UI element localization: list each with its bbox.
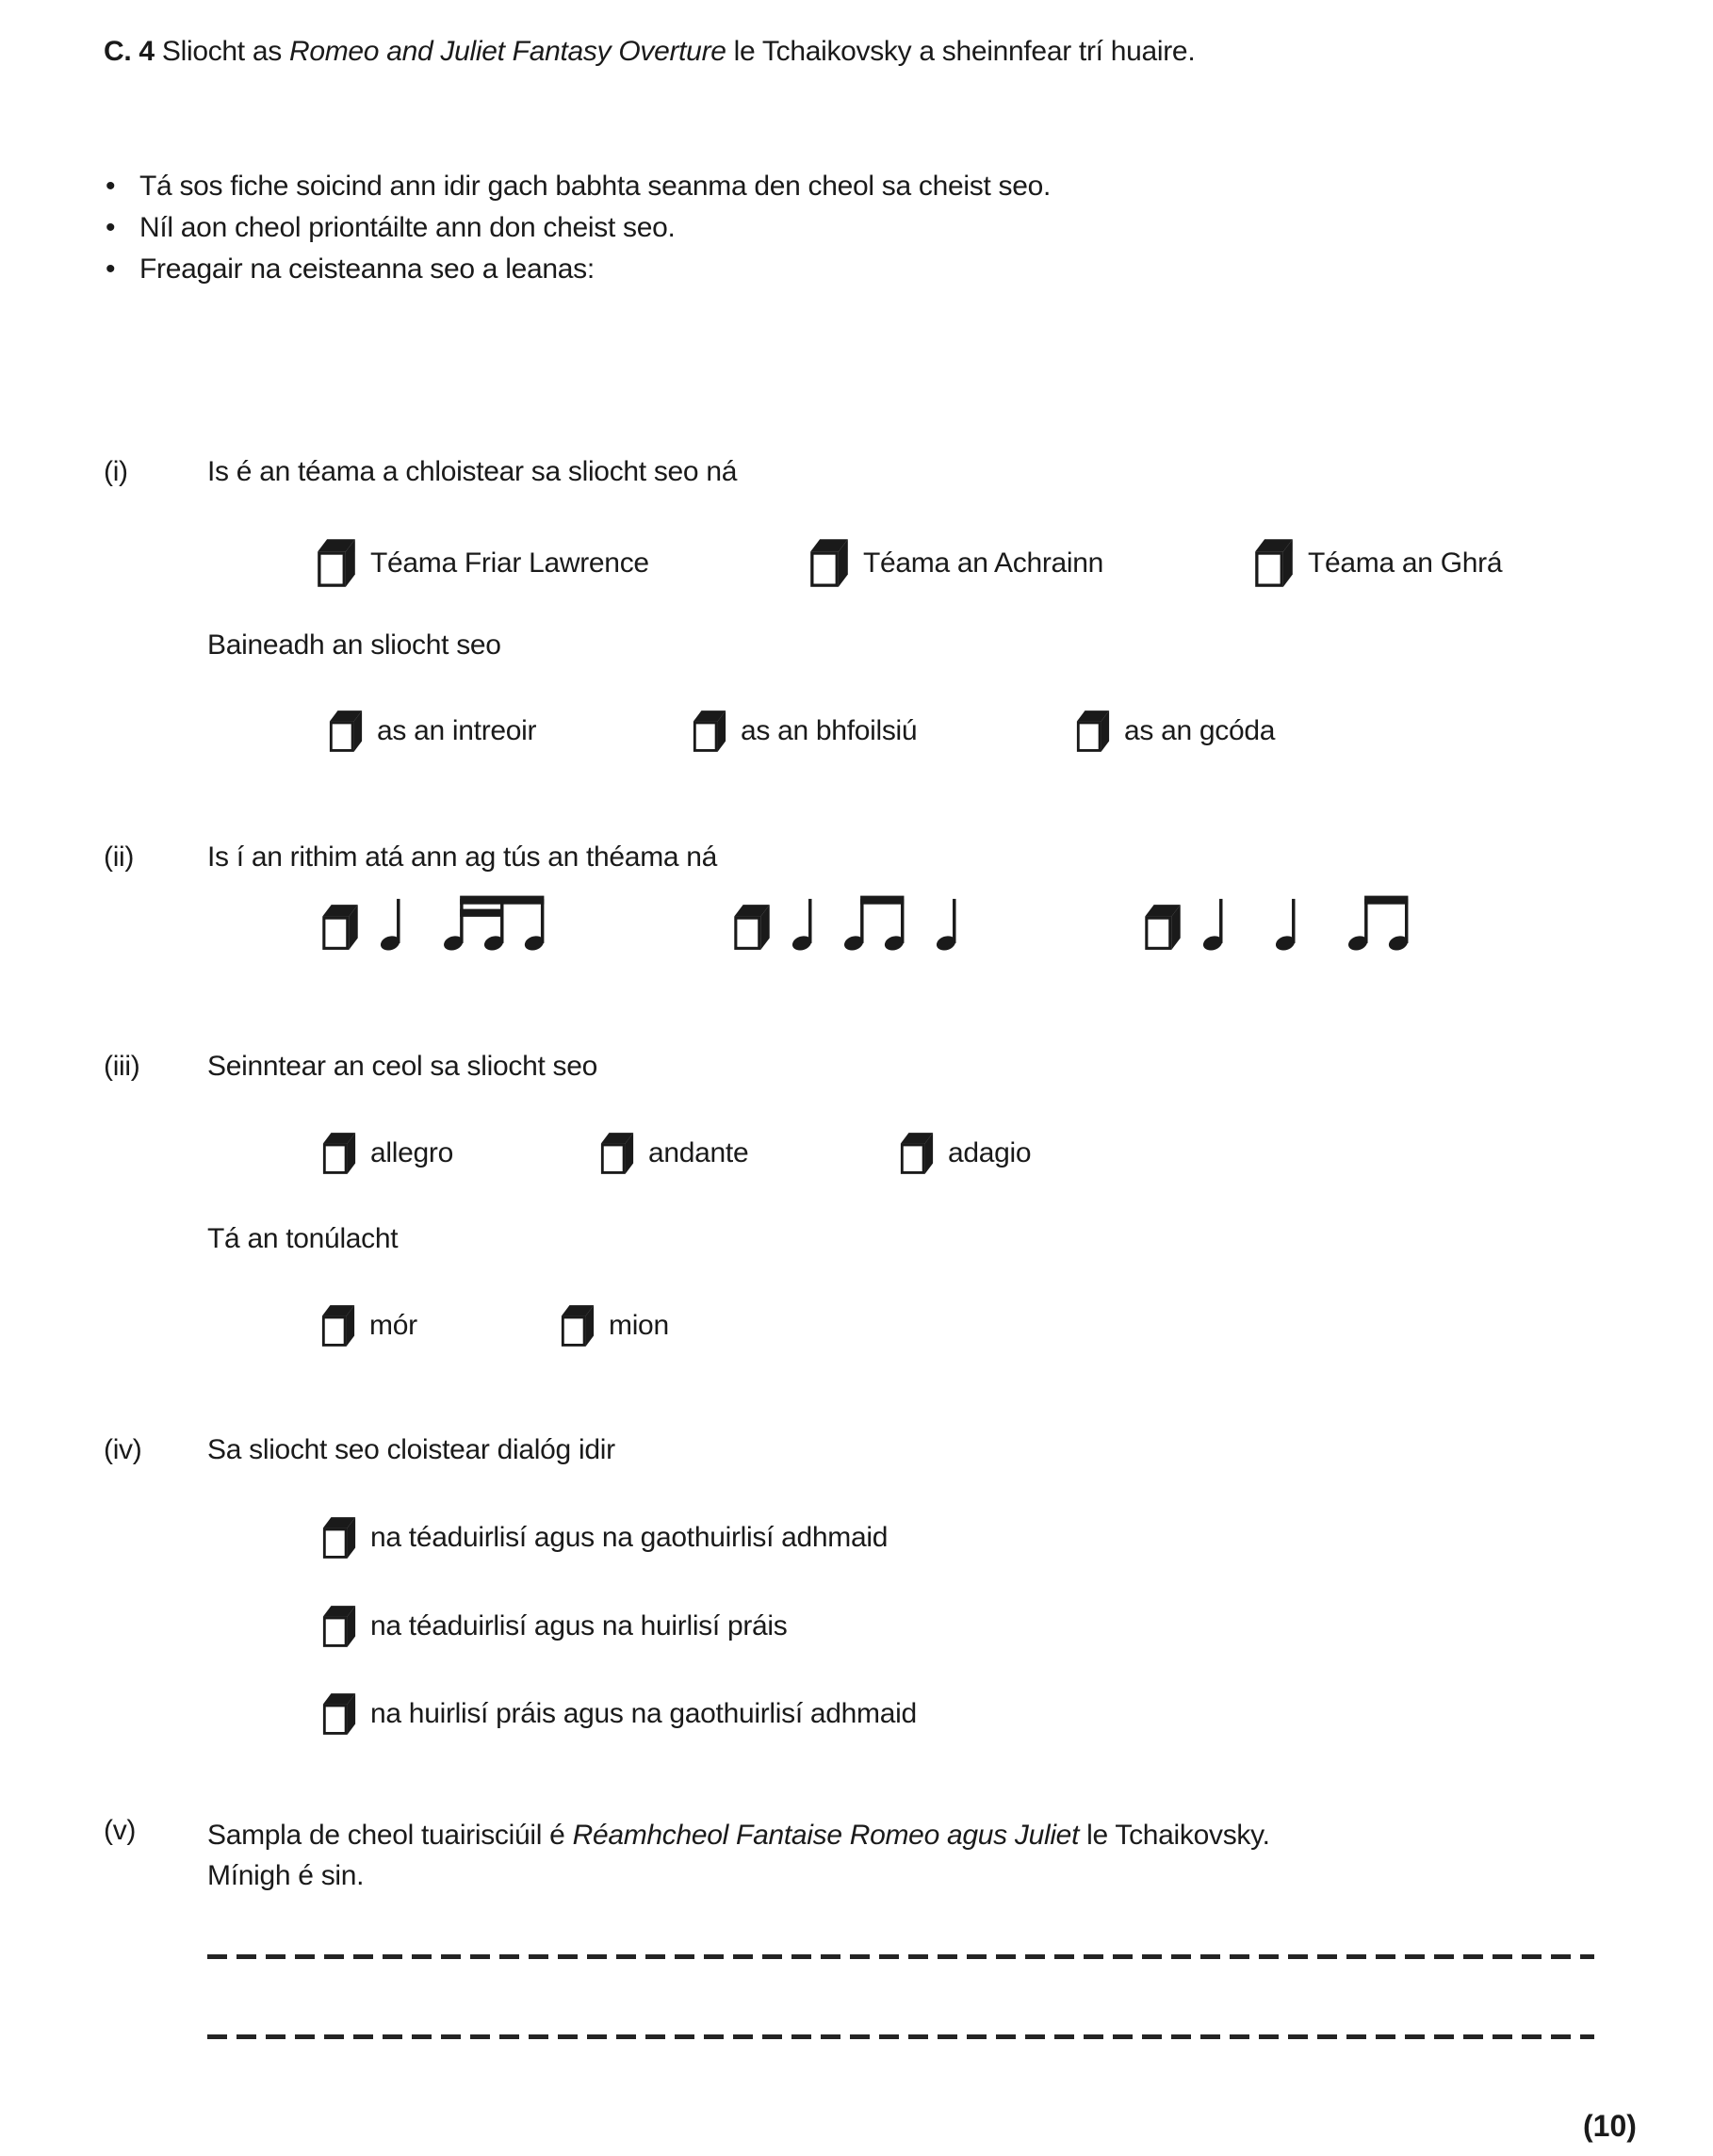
q4-option-1 xyxy=(321,1515,888,1560)
q3-option-1 xyxy=(321,1131,453,1176)
option-label: na huirlisí práis agus na gaothuirlisí adhmaid xyxy=(370,1698,917,1729)
checkbox-icon[interactable] xyxy=(321,1131,357,1176)
option-label: as an bhfoilsiú xyxy=(741,715,918,746)
instruction-item xyxy=(106,166,1051,207)
bullet-icon: • xyxy=(106,253,116,285)
instruction-text: Tá sos fiche soicind ann idir gach babhta seanma den cheol sa cheist seo. xyxy=(139,171,1052,202)
quarter-note-icon xyxy=(1276,890,1299,952)
q1-label: (i) xyxy=(104,456,128,487)
instruction-item xyxy=(106,249,1051,290)
checkbox-icon[interactable] xyxy=(320,903,360,952)
q5-label: (v) xyxy=(104,1815,137,1846)
answer-line[interactable] xyxy=(207,1954,1594,1959)
option-label: andante xyxy=(648,1137,749,1168)
option-label: as an intreoir xyxy=(377,715,537,746)
option-label: allegro xyxy=(370,1137,453,1168)
checkbox-icon[interactable] xyxy=(321,1515,357,1560)
q3-suboption-1 xyxy=(320,1303,417,1348)
instruction-text: Níl aon cheol priontáilte ann don cheist seo. xyxy=(139,212,676,243)
checkbox-icon[interactable] xyxy=(599,1131,635,1176)
q1-suboption-1 xyxy=(328,709,536,754)
q1-subtext: Baineadh an sliocht seo xyxy=(207,629,501,661)
q1-option-1 xyxy=(316,537,649,589)
marks-badge: (10) xyxy=(1583,2109,1637,2143)
q3-label: (iii) xyxy=(104,1051,140,1082)
q1-option-3 xyxy=(1253,537,1502,589)
option-label: Téama an Ghrá xyxy=(1308,547,1503,579)
q1-stem: Is é an téama a chloistear sa sliocht seo ná xyxy=(207,456,738,487)
checkbox-icon[interactable] xyxy=(1075,709,1111,754)
q3-option-2 xyxy=(599,1131,748,1176)
header-text-before: Sliocht as xyxy=(161,36,289,67)
quarter-note-icon xyxy=(937,890,960,952)
header-text-after: le Tchaikovsky a sheinnfear trí huaire. xyxy=(726,36,1196,67)
q2-stem: Is í an rithim atá ann ag tús an théama ná xyxy=(207,841,718,873)
checkbox-icon[interactable] xyxy=(808,537,850,589)
quarter-note-icon xyxy=(792,890,816,952)
q3-suboption-2 xyxy=(560,1303,669,1348)
checkbox-icon[interactable] xyxy=(1143,903,1183,952)
option-label: Téama an Achrainn xyxy=(863,547,1104,579)
checkbox-icon[interactable] xyxy=(1253,537,1295,589)
option-label: as an gcóda xyxy=(1124,715,1276,746)
q5-line2: Mínigh é sin. xyxy=(207,1860,365,1891)
instruction-text: Freagair na ceisteanna seo a leanas: xyxy=(139,253,595,285)
option-label: adagio xyxy=(948,1137,1032,1168)
option-label: na téaduirlisí agus na gaothuirlisí adhmaid xyxy=(370,1522,889,1553)
answer-line[interactable] xyxy=(207,2034,1594,2039)
option-label: na téaduirlisí agus na huirlisí práis xyxy=(370,1610,788,1642)
q4-option-2 xyxy=(321,1604,787,1649)
q1-option-2 xyxy=(808,537,1103,589)
q4-label: (iv) xyxy=(104,1434,142,1465)
q4-stem: Sa sliocht seo cloistear dialóg idir xyxy=(207,1434,615,1465)
beamed-sixteenth-group-icon xyxy=(444,890,548,952)
q2-rhythm-option-3 xyxy=(1143,890,1412,952)
q5-stem xyxy=(207,1815,1270,1896)
bullet-icon: • xyxy=(106,171,116,202)
instruction-list xyxy=(106,166,1051,290)
instruction-item xyxy=(106,207,1051,249)
q3-subtext: Tá an tonúlacht xyxy=(207,1223,399,1254)
option-label: mion xyxy=(609,1310,669,1341)
q2-label: (ii) xyxy=(104,841,135,873)
checkbox-icon[interactable] xyxy=(560,1303,595,1348)
q4-option-3 xyxy=(321,1691,917,1737)
checkbox-icon[interactable] xyxy=(321,1604,357,1649)
q1-suboption-2 xyxy=(692,709,917,754)
work-title: Romeo and Juliet Fantasy Overture xyxy=(288,36,726,67)
checkbox-icon[interactable] xyxy=(899,1131,935,1176)
quarter-note-icon xyxy=(1203,890,1227,952)
q2-rhythm-option-2 xyxy=(732,890,960,952)
beamed-eighth-pair-icon xyxy=(1348,890,1412,952)
q3-stem: Seinntear an ceol sa sliocht seo xyxy=(207,1051,597,1082)
q1-suboption-3 xyxy=(1075,709,1275,754)
checkbox-icon[interactable] xyxy=(328,709,364,754)
option-label: mór xyxy=(369,1310,417,1341)
checkbox-icon[interactable] xyxy=(316,537,357,589)
q5-text-before: Sampla de cheol tuairisciúil é xyxy=(207,1820,573,1851)
checkbox-icon[interactable] xyxy=(692,709,727,754)
work-title: Réamhcheol Fantaise Romeo agus Juliet xyxy=(572,1820,1080,1851)
quarter-note-icon xyxy=(381,890,404,952)
q3-option-3 xyxy=(899,1131,1031,1176)
option-label: Téama Friar Lawrence xyxy=(370,547,649,579)
question-header xyxy=(104,36,1195,68)
checkbox-icon[interactable] xyxy=(320,1303,356,1348)
question-number: C. 4 xyxy=(104,36,155,67)
q5-text-after: le Tchaikovsky. xyxy=(1079,1820,1270,1851)
q2-rhythm-option-1 xyxy=(320,890,548,952)
bullet-icon: • xyxy=(106,212,116,243)
checkbox-icon[interactable] xyxy=(321,1691,357,1737)
checkbox-icon[interactable] xyxy=(732,903,772,952)
beamed-eighth-pair-icon xyxy=(844,890,908,952)
